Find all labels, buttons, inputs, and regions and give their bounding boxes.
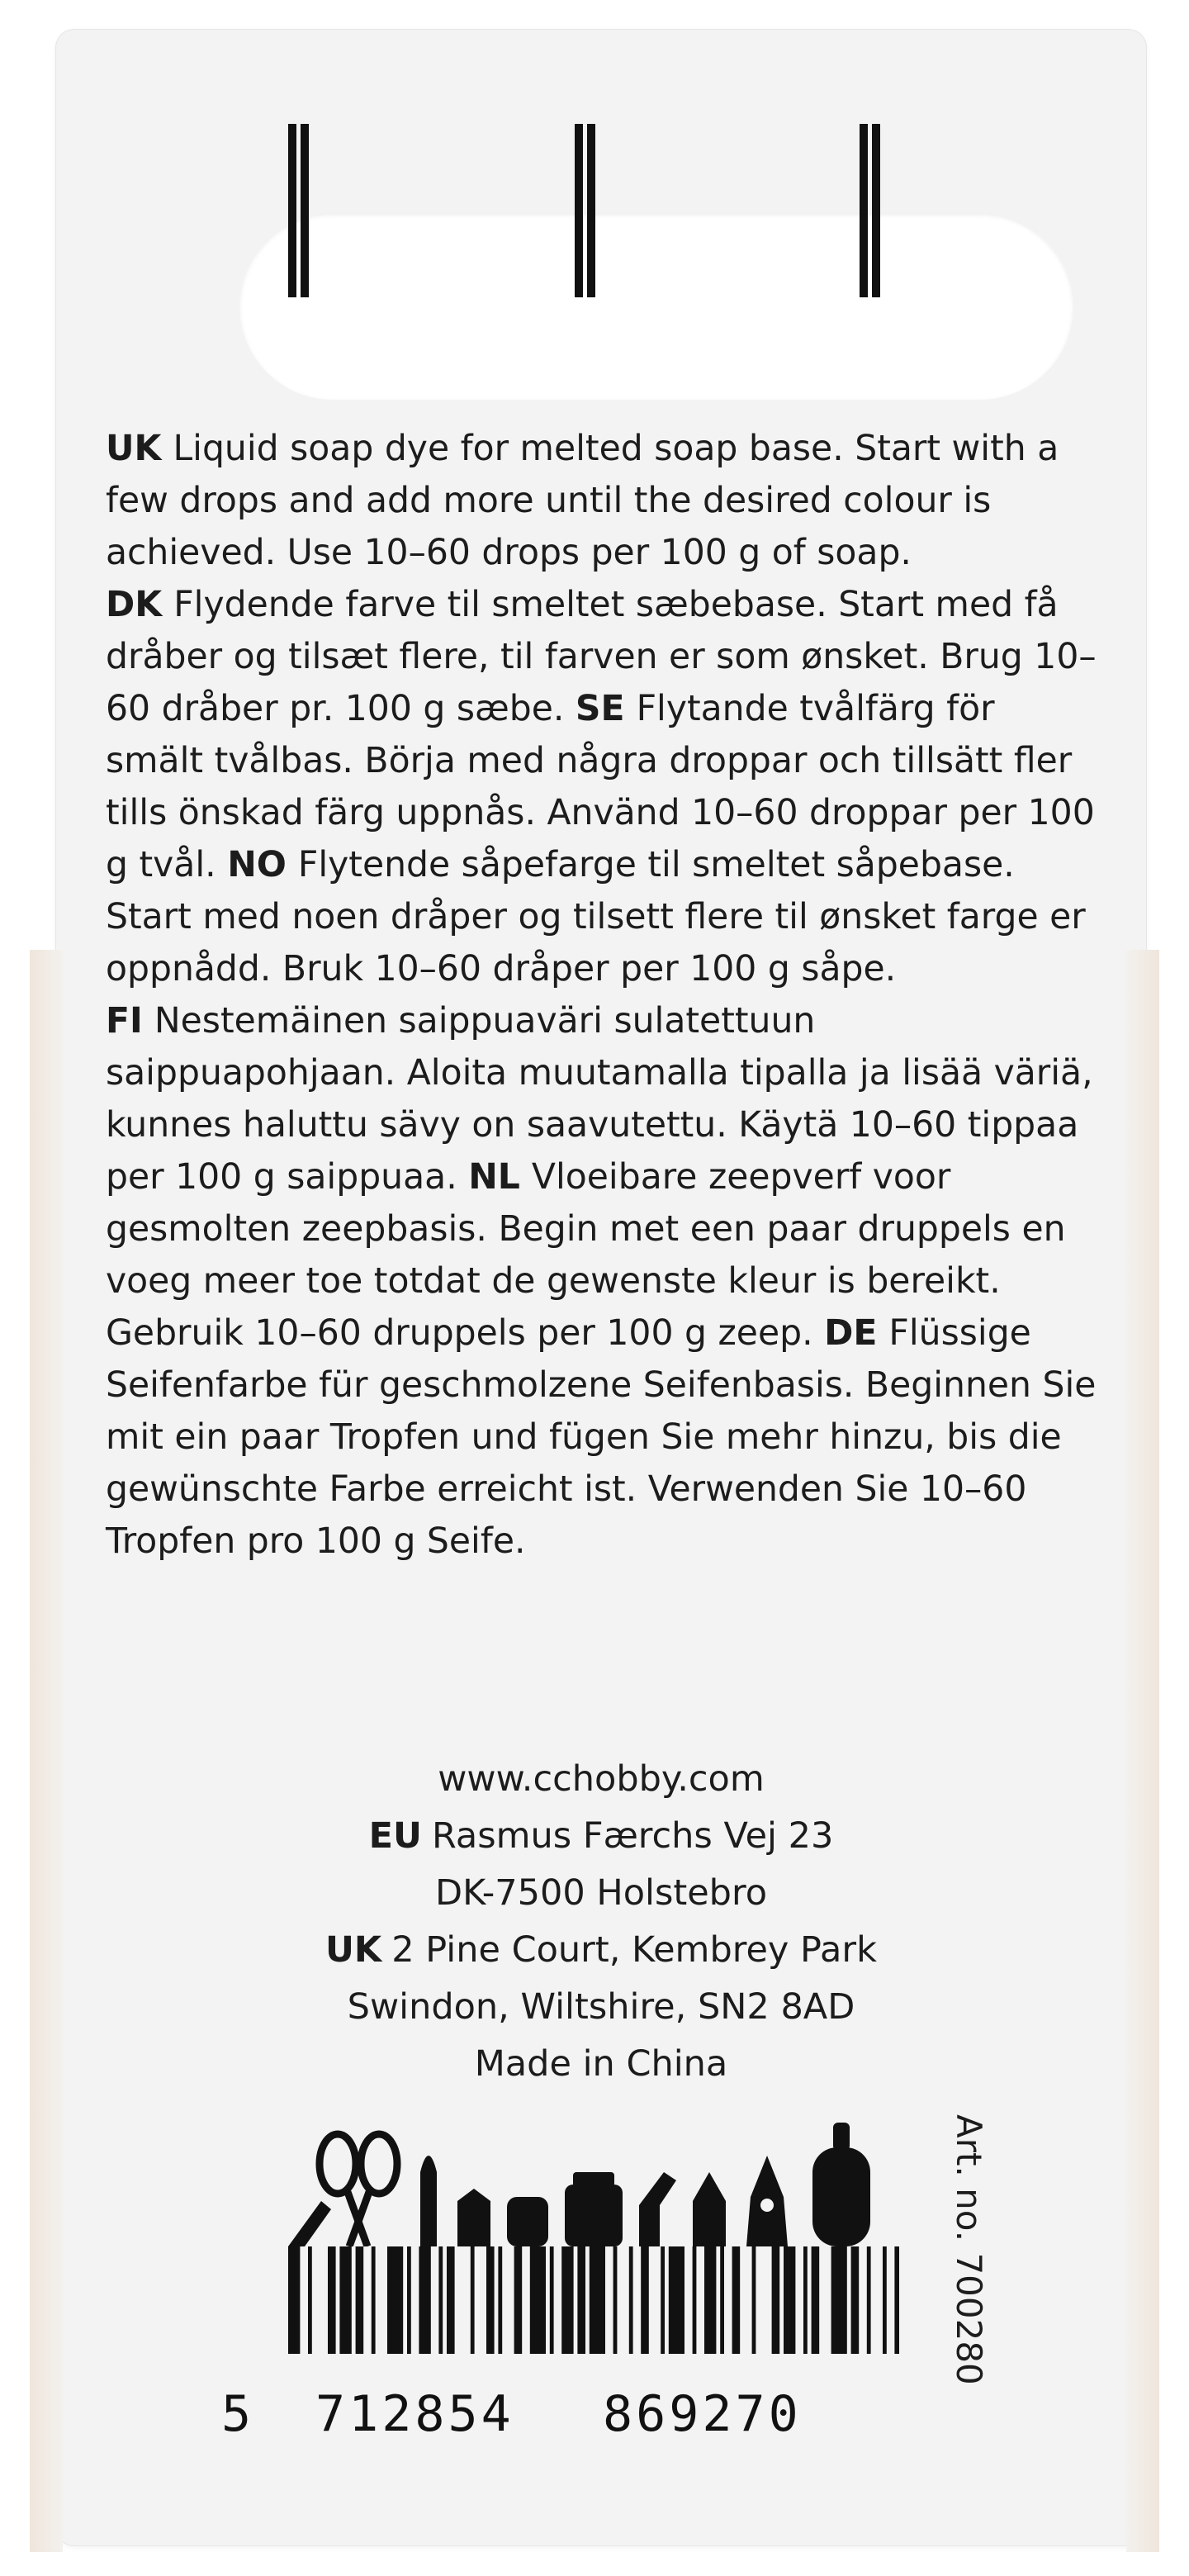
barcode-bar (851, 2246, 860, 2354)
barcode-bar (720, 2246, 724, 2354)
barcode-guard-right (872, 124, 880, 297)
article-number (941, 2114, 999, 2461)
card-edge-left (30, 950, 63, 2552)
paint-jar-icon (565, 2185, 623, 2246)
barcode-bar (561, 2246, 573, 2354)
barcode-bar (590, 2246, 605, 2354)
instruction-body: Flytande tvålfärg för smält tvålbas. Börja med några droppar och tillsätt fler tills önskad färg uppnås. Använd 10–60 droppar per 100 g tvål. (106, 689, 1095, 885)
barcode-bar (372, 2246, 376, 2354)
instruction-body: Vloeibare zeepverf voor gesmolten zeepbasis. Begin met een paar druppels en voeg meer toe totdat de gewenste kleur is bereikt. Gebruik 10–60 druppels per 100 g zeep. (106, 1157, 1066, 1354)
paint-tube-icon (639, 2172, 676, 2246)
instruction-body: Flüssige Seifenfarbe für geschmolzene Seifenbasis. Beginnen Sie mit ein paar Tropfen und fügen Sie mehr hinzu, bis die gewünschte Farbe erreicht ist. Verwenden Sie 10–60 Tropfen pro 100 g Seife. (106, 1313, 1097, 1562)
uk-address-line1 (106, 1922, 1097, 1979)
country-of-origin: Made in China (474, 2043, 728, 2085)
barcode-bar (498, 2246, 502, 2354)
card-edge-right (1126, 950, 1159, 2552)
scissors-icon (320, 2134, 397, 2246)
barcode-bar (883, 2246, 887, 2354)
barcode-bar (471, 2246, 475, 2354)
barcode-bar (407, 2246, 411, 2354)
instruction-body: Flytende såpefarge til smeltet såpebase. Start med noen dråper og tilsett flere til ønsket farge er oppnådd. Bruk 10–60 dråper per 100 g såpe. (106, 845, 1086, 989)
website-link[interactable]: www.cchobby.com (438, 1758, 765, 1800)
barcode-bar (784, 2246, 795, 2354)
uk-street: 2 Pine Court, Kembrey Park (391, 1929, 877, 1971)
barcode-bar (641, 2246, 649, 2354)
eu-address-line2: DK-7500 Holstebro (434, 1872, 768, 1914)
lang-label: SE (575, 689, 625, 729)
instruction-body: Nestemäinen saippuaväri sulatettuun saippuapohjaan. Aloita muutamalla tipalla ja lisää väriä, kunnes haluttu sävy on saavutettu. Käytä 10–60 tippaa per 100 g saippuaa. (106, 1001, 1093, 1198)
barcode-guard-center (575, 124, 583, 297)
barcode-bar (661, 2246, 665, 2354)
barcode-guard-left (288, 124, 296, 297)
article-number-text: Art. no. 700280 (949, 2114, 989, 2385)
barcode-bar (438, 2246, 443, 2354)
barcode-bar (356, 2246, 364, 2354)
pencil-icon (457, 2189, 490, 2246)
barcode-bar (812, 2246, 820, 2354)
instruction-body: Liquid soap dye for melted soap base. Start with a few drops and add more until the desired colour is achieved. Use 10–60 drops per 100 g of soap. (106, 429, 1059, 573)
barcode-left-digits: 712854 (315, 2385, 514, 2443)
barcode-bar (447, 2246, 455, 2354)
barcode-bar (577, 2246, 585, 2354)
glue-icon (507, 2197, 548, 2246)
barcode-bar (308, 2246, 312, 2354)
barcode-bar (486, 2246, 495, 2354)
barcode-bars (288, 2246, 899, 2354)
barcode-bar (530, 2246, 546, 2354)
instructions-text (106, 423, 1097, 1568)
craft-tools-icons (288, 2123, 899, 2246)
barcode-bar (328, 2246, 336, 2354)
uk-label: UK (325, 1929, 382, 1971)
barcode-bar (629, 2246, 633, 2354)
barcode-bar (704, 2246, 716, 2354)
eu-street: Rasmus Færchs Vej 23 (431, 1815, 834, 1857)
lang-label: UK (106, 429, 162, 469)
barcode-bar (669, 2246, 685, 2354)
barcode-right-digits: 869270 (603, 2385, 802, 2443)
barcode (218, 2123, 912, 2428)
uk-address-line2: Swindon, Wiltshire, SN2 8AD (347, 1986, 855, 2028)
barcode-bar (831, 2246, 847, 2354)
instruction-body: Flydende farve til smeltet sæbebase. Start med få dråber og tilsæt flere, til farven er som ønsket. Brug 10–60 dråber pr. 100 g sæbe. (106, 585, 1097, 729)
barcode-guard-right (860, 124, 868, 297)
eu-address-line1 (106, 1808, 1097, 1865)
knife-icon (288, 2201, 331, 2246)
company-address (106, 1751, 1097, 2093)
barcode-guard-left (301, 124, 309, 297)
barcode-bar (867, 2246, 871, 2354)
barcode-guard-center (587, 124, 595, 297)
lang-label: DE (824, 1313, 878, 1354)
barcode-bar (288, 2246, 300, 2354)
barcode-bar (419, 2246, 430, 2354)
barcode-bar (514, 2246, 523, 2354)
lang-label: NL (468, 1157, 520, 1198)
barcode-bar (693, 2246, 697, 2354)
barcode-bar (803, 2246, 808, 2354)
barcode-bar (339, 2246, 351, 2354)
eu-label: EU (368, 1815, 422, 1857)
barcode-first-digit: 5 (221, 2385, 255, 2443)
lang-label: NO (227, 845, 287, 885)
barcode-bar (894, 2246, 899, 2354)
barcode-bar (772, 2246, 780, 2354)
barcode-bar (613, 2246, 618, 2354)
marker-icon (693, 2172, 726, 2246)
barcode-bar (732, 2246, 741, 2354)
lang-label: DK (106, 585, 163, 625)
barcode-bar (387, 2246, 403, 2354)
barcode-bar (550, 2246, 554, 2354)
glue-bottle-icon (812, 2147, 870, 2246)
brush-icon (420, 2156, 437, 2246)
lang-label: FI (106, 1001, 143, 1041)
instruction-no (106, 845, 1086, 989)
barcode-bar (752, 2246, 756, 2354)
hang-hole (239, 213, 1073, 400)
instruction-uk (106, 429, 1059, 573)
